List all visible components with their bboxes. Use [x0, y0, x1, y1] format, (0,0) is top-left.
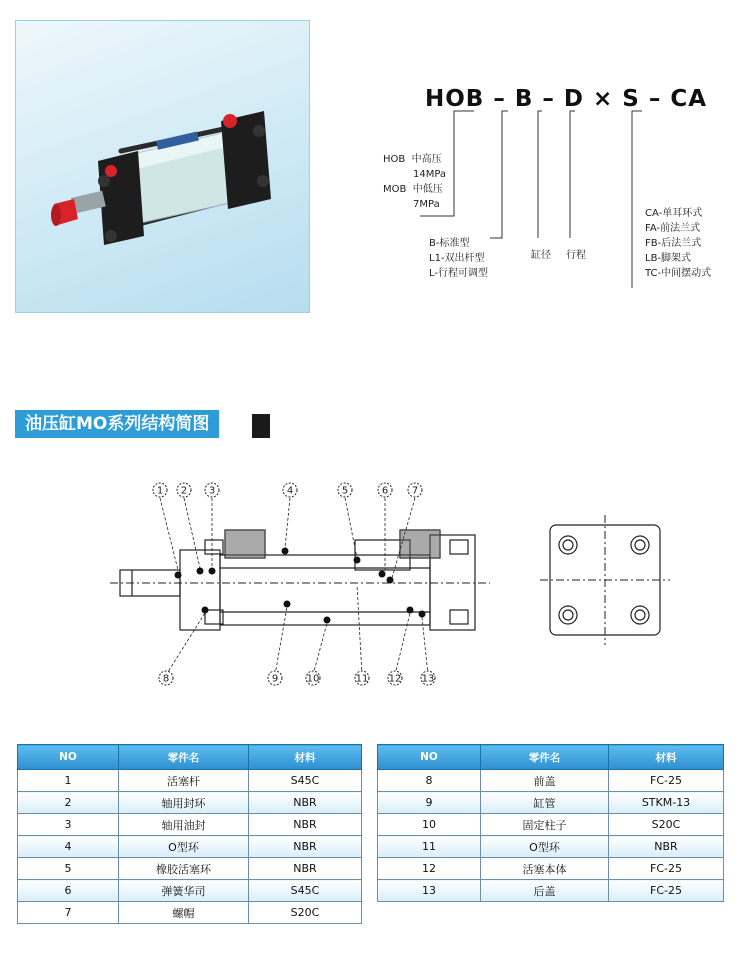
- cell-material: S45C: [249, 770, 362, 792]
- cell-material: STKM-13: [609, 792, 724, 814]
- cell-name: 活塞杆: [119, 770, 249, 792]
- table-row: [18, 792, 362, 814]
- cell-material: FC-25: [609, 770, 724, 792]
- table-row: [378, 880, 724, 902]
- cell-material: S45C: [249, 880, 362, 902]
- table-header-row: [378, 745, 724, 770]
- table-row: [18, 858, 362, 880]
- cell-material: NBR: [609, 836, 724, 858]
- callout-number: 10: [306, 673, 320, 685]
- cell-no: 4: [18, 836, 119, 858]
- cell-name: O型环: [481, 836, 609, 858]
- callout-number: 3: [208, 485, 216, 497]
- mount-ca: CA-单耳环式: [645, 208, 703, 219]
- structure-diagram: [100, 470, 680, 690]
- type-l1: L1-双出杆型: [429, 253, 485, 264]
- bore-label: 缸径: [531, 250, 551, 261]
- cell-no: 13: [378, 880, 481, 902]
- cell-name: 弹簧华司: [119, 880, 249, 902]
- table-header-row: [18, 745, 362, 770]
- cell-name: 橡胶活塞环: [119, 858, 249, 880]
- cell-name: O型环: [119, 836, 249, 858]
- stroke-label: 行程: [566, 250, 586, 261]
- cell-no: 11: [378, 836, 481, 858]
- callout-number: 12: [388, 673, 402, 685]
- cell-no: 9: [378, 792, 481, 814]
- table-row: [378, 792, 724, 814]
- cell-material: NBR: [249, 792, 362, 814]
- mount-lb: LB-脚架式: [645, 253, 692, 264]
- callout-number: 2: [180, 485, 188, 497]
- section-title: 油压缸MO系列结构简图: [15, 410, 219, 438]
- table-row: [378, 814, 724, 836]
- cell-name: 轴用油封: [119, 814, 249, 836]
- cell-material: NBR: [249, 836, 362, 858]
- table-row: [378, 770, 724, 792]
- cell-name: 螺帽: [119, 902, 249, 924]
- parts-table-left: [17, 744, 362, 924]
- parts-table-right: [377, 744, 724, 902]
- cell-name: 前盖: [481, 770, 609, 792]
- table-row: [378, 836, 724, 858]
- cell-no: 6: [18, 880, 119, 902]
- col-material: 材料: [249, 745, 362, 770]
- callout-number: 7: [411, 485, 419, 497]
- cell-no: 7: [18, 902, 119, 924]
- callout-number: 6: [381, 485, 389, 497]
- table-row: [18, 902, 362, 924]
- section-header: [15, 410, 255, 438]
- series-hob: HOB 中高压: [383, 154, 442, 165]
- type-l: L-行程可调型: [429, 268, 489, 279]
- cell-name: 轴用封环: [119, 792, 249, 814]
- callout-number: 5: [341, 485, 349, 497]
- table-row: [18, 770, 362, 792]
- cell-material: S20C: [609, 814, 724, 836]
- cell-no: 1: [18, 770, 119, 792]
- series-mob-pressure: 7MPa: [413, 199, 440, 210]
- cell-material: FC-25: [609, 880, 724, 902]
- cell-material: FC-25: [609, 858, 724, 880]
- cell-material: NBR: [249, 814, 362, 836]
- cell-no: 3: [18, 814, 119, 836]
- callout-number: 13: [421, 673, 435, 685]
- type-b: B-标准型: [429, 238, 470, 249]
- table-row: [378, 858, 724, 880]
- table-row: [18, 880, 362, 902]
- series-hob-pressure: 14MPa: [413, 169, 447, 180]
- table-row: [18, 814, 362, 836]
- callout-number: 8: [162, 673, 170, 685]
- mount-fb: FB-后法兰式: [645, 238, 702, 249]
- col-part-name: 零件名: [481, 745, 609, 770]
- cell-name: 活塞本体: [481, 858, 609, 880]
- callout-number: 1: [156, 485, 164, 497]
- cell-no: 8: [378, 770, 481, 792]
- cell-name: 固定柱子: [481, 814, 609, 836]
- cell-material: S20C: [249, 902, 362, 924]
- callout-number: 9: [271, 673, 279, 685]
- col-no: NO: [18, 745, 119, 770]
- section-header-tab: [252, 414, 270, 438]
- hydraulic-cylinder-image: [16, 21, 310, 313]
- col-material: 材料: [609, 745, 724, 770]
- callout-number: 4: [286, 485, 294, 497]
- col-no: NO: [378, 745, 481, 770]
- mount-tc: TC-中间摆动式: [645, 268, 712, 279]
- cell-no: 12: [378, 858, 481, 880]
- mount-fa: FA-前法兰式: [645, 223, 701, 234]
- table-row: [18, 836, 362, 858]
- cell-name: 缸管: [481, 792, 609, 814]
- model-code: HOB – B – D × S – CA: [425, 86, 708, 112]
- cell-name: 后盖: [481, 880, 609, 902]
- cell-material: NBR: [249, 858, 362, 880]
- cell-no: 10: [378, 814, 481, 836]
- callout-number: 11: [355, 673, 369, 685]
- col-part-name: 零件名: [119, 745, 249, 770]
- product-photo: [15, 20, 310, 313]
- cell-no: 5: [18, 858, 119, 880]
- series-mob: MOB 中低压: [383, 184, 443, 195]
- cell-no: 2: [18, 792, 119, 814]
